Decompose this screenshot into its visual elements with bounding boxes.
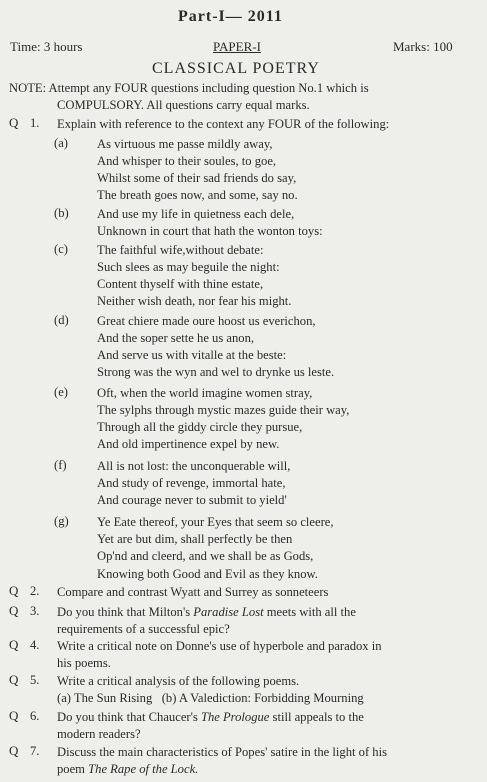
verse-line: Whilst some of their sad friends do say, [97, 171, 297, 185]
verse-line: The sylphs through mystic mazes guide their way, [97, 403, 350, 417]
question-icon: Q [9, 743, 19, 758]
verse-line: Neither wish death, nor fear his might. [97, 294, 292, 308]
question-text: Write a critical analysis of the following poems. [57, 674, 300, 688]
question-number: 3. [30, 604, 40, 618]
verse-line: The faithful wife,without debate: [97, 243, 264, 257]
part-label: (e) [54, 385, 68, 399]
question-text: Compare and contrast Wyatt and Surrey as sonneteers [57, 585, 329, 599]
question-icon: Q [9, 603, 19, 618]
question-number: 2. [30, 584, 40, 598]
question-subitems: (a) The Sun Rising (b) A Valediction: Forbidding Mourning [57, 691, 364, 705]
verse-line: Strong was the wyn and wel to drynke us leste. [97, 365, 335, 379]
marks-label: Marks: 100 [393, 39, 453, 54]
question-icon: Q [9, 583, 19, 598]
verse-line: Ye Eate thereof, your Eyes that seem so cleere, [97, 515, 334, 529]
verse-line: Through all the giddy circle they pursue, [97, 420, 303, 434]
verse-line: And the soper sette he us anon, [97, 331, 255, 345]
question-number: 6. [30, 709, 40, 723]
verse-line: Oft, when the world imagine women stray, [97, 386, 313, 400]
part-label: (g) [54, 514, 69, 528]
verse-line: And old impertinence expel by new. [97, 437, 280, 451]
verse-line: The breath goes now, and some, say no. [97, 188, 298, 202]
question-text: Do you think that Milton's Paradise Lost meets with all the [57, 605, 356, 619]
verse-line: Content thyself with thine estate, [97, 277, 264, 291]
verse-line: As virtuous me passe mildly away, [97, 137, 273, 151]
question-icon: Q [9, 115, 19, 130]
question-icon: Q [9, 637, 19, 652]
question-text: modern readers? [57, 727, 141, 741]
verse-line: And study of revenge, immortal hate, [97, 476, 286, 490]
time-label: Time: 3 hours [10, 39, 83, 54]
verse-line: Unknown in court that hath the wonton toys: [97, 224, 323, 238]
question-icon: Q [9, 672, 19, 687]
verse-line: And courage never to submit to yield' [97, 493, 287, 507]
question-text: requirements of a successful epic? [57, 622, 230, 636]
question-number: 7. [30, 744, 40, 758]
question-number: 4. [30, 638, 40, 652]
verse-line: And use my life in quietness each dele, [97, 207, 295, 221]
question-text: Write a critical note on Donne's use of hyperbole and paradox in [57, 639, 382, 653]
verse-line: Yet are but dim, shall perfectly be then [97, 532, 293, 546]
note-line-2: COMPULSORY. All questions carry equal marks. [57, 98, 310, 112]
verse-line: Such slees as may beguile the night: [97, 260, 280, 274]
paper-label: PAPER-I [213, 39, 261, 54]
question-text: poem The Rape of the Lock. [57, 762, 199, 776]
question-text: Do you think that Chaucer's The Prologue still appeals to the [57, 710, 364, 724]
page-title: CLASSICAL POETRY [152, 60, 320, 77]
question-text: Discuss the main characteristics of Popes' satire in the light of his [57, 745, 387, 759]
part-label: (c) [54, 242, 68, 256]
verse-line: And whisper to their soules, to goe, [97, 154, 277, 168]
verse-line: All is not lost: the unconquerable will, [97, 459, 291, 473]
part-label: (a) [54, 136, 68, 150]
question-number: 1. [30, 116, 40, 130]
verse-line: Op'nd and cleerd, and we shall be as Gods, [97, 549, 314, 563]
part-heading: Part-I— 2011 [178, 8, 283, 25]
verse-line: Knowing both Good and Evil as they know. [97, 567, 318, 581]
question-text: his poems. [57, 656, 111, 670]
question-text: Explain with reference to the context any FOUR of the following: [57, 117, 390, 131]
question-icon: Q [9, 708, 19, 723]
verse-line: Great chiere made oure hoost us everichon, [97, 314, 316, 328]
part-label: (b) [54, 206, 69, 220]
note-line-1: NOTE: Attempt any FOUR questions including question No.1 which is [9, 81, 369, 95]
part-label: (f) [54, 458, 67, 472]
part-label: (d) [54, 313, 69, 327]
question-number: 5. [30, 673, 40, 687]
verse-line: And serve us with vitalle at the beste: [97, 348, 287, 362]
